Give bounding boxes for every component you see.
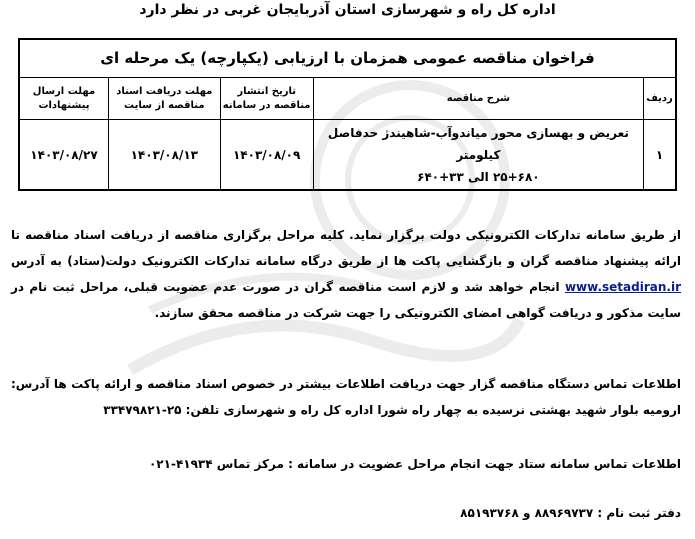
col-header-submit-deadline: مهلت ارسال پیشنهادات bbox=[20, 78, 108, 120]
organization-header: اداره کل راه و شهرسازی استان آذربایجان غربی در نظر دارد bbox=[139, 2, 556, 18]
table-header-row bbox=[20, 78, 675, 120]
col-header-receive-deadline: مهلت دریافت اسناد مناقصه از سایت bbox=[108, 78, 220, 120]
tender-table bbox=[20, 78, 675, 190]
publish-date: ۱۴۰۳/۰۸/۰۹ bbox=[220, 120, 313, 191]
paragraph-procedure-text: از طریق سامانه تدارکات الکترونیکی دولت برگزار نماید. کلیه مراحل برگزاری مناقصه از دریافت اسناد مناقصه تا ارائه پیشنهاد مناقصه گران و بازگشایی پاکت ها از طریق درگاه سامانه تدارکات الکترونیک دولت(ستاد) به آدرس bbox=[11, 228, 681, 268]
tender-description bbox=[313, 120, 643, 191]
table-row bbox=[20, 120, 675, 191]
col-header-publish-date: تاریخ انتشار مناقصه در سامانه bbox=[220, 78, 313, 120]
col-header-row: ردیف bbox=[644, 78, 675, 120]
receive-deadline: ۱۴۰۳/۰۸/۱۳ bbox=[108, 120, 220, 191]
col-header-description: شرح مناقصه bbox=[313, 78, 643, 120]
setadiran-link[interactable]: www.setadiran.ir bbox=[564, 280, 681, 294]
row-number: ۱ bbox=[644, 120, 675, 191]
paragraph-registration-office: دفتر ثبت نام : ۸۸۹۶۹۷۳۷ و ۸۵۱۹۳۷۶۸ bbox=[460, 506, 681, 520]
submit-deadline: ۱۴۰۳/۰۸/۲۷ bbox=[20, 120, 108, 191]
tender-title: فراخوان مناقصه عمومی همزمان با ارزیابی (یکپارچه) یک مرحله ای bbox=[20, 40, 675, 78]
paragraph-procedure bbox=[11, 222, 681, 326]
paragraph-setad-contact: اطلاعات تماس سامانه ستاد جهت انجام مراحل عضویت در سامانه : مرکز تماس ۴۱۹۳۴-۰۲۱ bbox=[148, 457, 681, 471]
tender-box bbox=[18, 38, 677, 191]
paragraph-contact-info: اطلاعات تماس دستگاه مناقصه گزار جهت دریافت اطلاعات بیشتر در خصوص اسناد مناقصه و ارائه پاکت ها آدرس: ارومیه بلوار شهید بهشتی نرسیده به چهار راه شورا اداره کل راه و شهرسازی تلفن: ۲۵-۳۳۴۷۹۸۲۱ bbox=[11, 377, 681, 417]
paragraph-procedure-text-continued: انجام خواهد شد و لازم است مناقصه گران در صورت عدم عضویت قبلی، مراحل ثبت نام در سایت مذکور و دریافت گواهی امضای الکترونیکی را جهت شرکت در مناقصه محقق سازند. bbox=[11, 280, 681, 320]
tender-description-line2: ۲۵+۶۸۰ الی ۳۳+۶۴۰ bbox=[417, 170, 540, 184]
tender-description-line1: تعریض و بهسازی محور میاندوآب-شاهیندژ حدفاصل کیلومتر bbox=[327, 126, 629, 162]
